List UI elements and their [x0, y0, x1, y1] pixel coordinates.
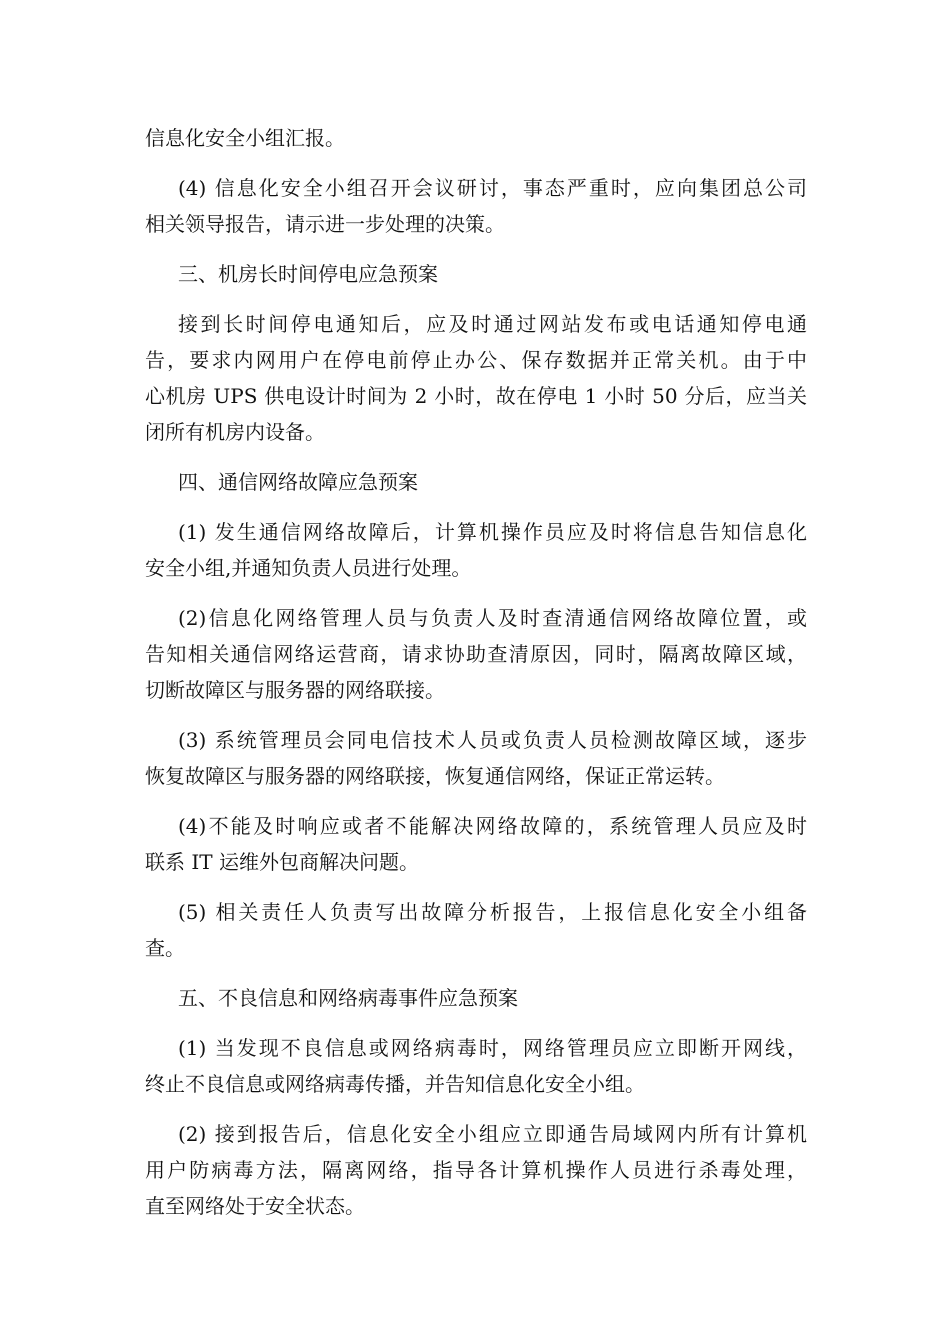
text-line: 五、不良信息和网络病毒事件应急预案: [178, 986, 518, 1010]
text-line: 终止不良信息或网络病毒传播，并告知信息化安全小组。: [145, 1072, 645, 1096]
text-line: 闭所有机房内设备。: [145, 420, 325, 444]
text-line: 查。: [145, 936, 185, 960]
text-line: 相关领导报告，请示进一步处理的决策。: [145, 212, 505, 236]
paragraph: [145, 722, 807, 794]
text-line: (1) 当发现不良信息或网络病毒时，网络管理员应立即断开网线，: [178, 1036, 807, 1060]
text-line: (5) 相关责任人负责写出故障分析报告，上报信息化安全小组备: [178, 900, 807, 924]
paragraph: [145, 120, 807, 156]
text-line: 接到长时间停电通知后，应及时通过网站发布或电话通知停电通: [178, 312, 807, 336]
text-line: 恢复故障区与服务器的网络联接，恢复通信网络，保证正常运转。: [145, 764, 725, 788]
text-line: 切断故障区与服务器的网络联接。: [145, 678, 445, 702]
text-line: 四、通信网络故障应急预案: [178, 470, 418, 494]
paragraph: [145, 256, 807, 292]
text-line: 直至网络处于安全状态。: [145, 1194, 365, 1218]
text-line: (1) 发生通信网络故障后，计算机操作员应及时将信息告知信息化: [178, 520, 807, 544]
text-line: (3) 系统管理员会同电信技术人员或负责人员检测故障区域，逐步: [178, 728, 807, 752]
text-line: 告知相关通信网络运营商，请求协助查清原因，同时，隔离故障区域，: [145, 642, 807, 666]
paragraph: [145, 1030, 807, 1102]
text-line: (4)不能及时响应或者不能解决网络故障的，系统管理人员应及时: [178, 814, 807, 838]
text-line: 三、机房长时间停电应急预案: [178, 262, 438, 286]
text-line: (2)信息化网络管理人员与负责人及时查清通信网络故障位置，或: [178, 606, 807, 630]
paragraph: [145, 306, 807, 450]
paragraph: [145, 808, 807, 880]
text-line: 联系 IT 运维外包商解决问题。: [145, 850, 419, 874]
text-line: (4) 信息化安全小组召开会议研讨，事态严重时，应向集团总公司: [178, 176, 807, 200]
document-body: [145, 120, 807, 1238]
text-line: 告，要求内网用户在停电前停止办公、保存数据并正常关机。由于中: [145, 348, 807, 372]
paragraph: [145, 170, 807, 242]
text-line: 用户防病毒方法，隔离网络，指导各计算机操作人员进行杀毒处理，: [145, 1158, 807, 1182]
text-line: 信息化安全小组汇报。: [145, 126, 345, 150]
text-line: 安全小组,并通知负责人员进行处理。: [145, 556, 472, 580]
paragraph: [145, 894, 807, 966]
text-line: 心机房 UPS 供电设计时间为 2 小时，故在停电 1 小时 50 分后，应当关: [145, 384, 807, 408]
paragraph: [145, 600, 807, 708]
paragraph: [145, 1116, 807, 1224]
text-line: (2) 接到报告后，信息化安全小组应立即通告局域网内所有计算机: [178, 1122, 807, 1146]
paragraph: [145, 980, 807, 1016]
paragraph: [145, 514, 807, 586]
paragraph: [145, 464, 807, 500]
